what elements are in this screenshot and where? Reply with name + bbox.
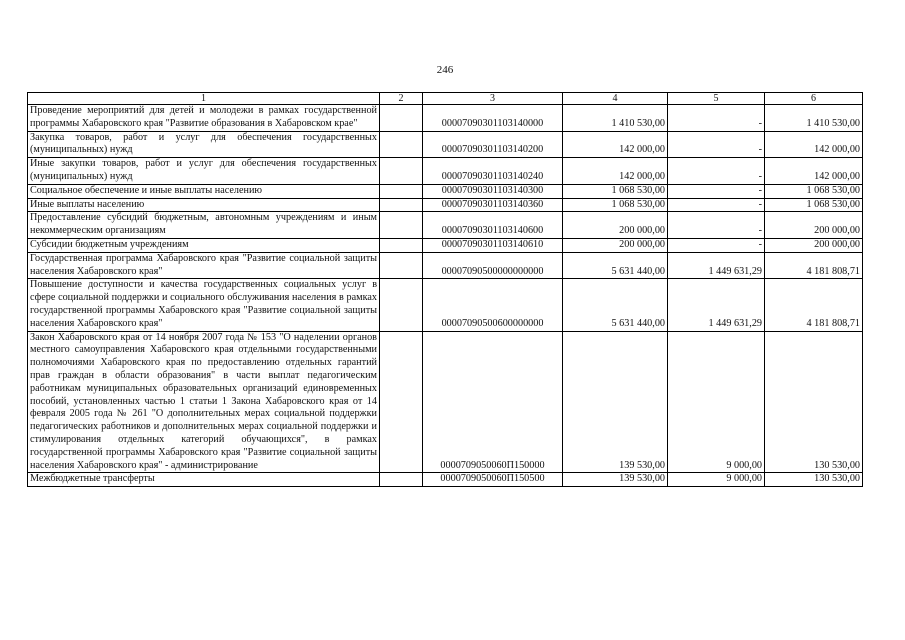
- row-col2: [380, 212, 423, 239]
- row-code: 0000709050060П150500: [423, 473, 563, 487]
- row-col2: [380, 198, 423, 212]
- row-value-6: 130 530,00: [765, 331, 863, 473]
- table-row: [28, 331, 863, 473]
- table-row: [28, 198, 863, 212]
- row-value-4: 142 000,00: [563, 158, 668, 185]
- row-col2: [380, 473, 423, 487]
- row-code: 00007090301103140600: [423, 212, 563, 239]
- row-value-5: -: [668, 105, 765, 132]
- row-value-5: 1 449 631,29: [668, 279, 765, 331]
- row-code: 00007090301103140240: [423, 158, 563, 185]
- row-value-5: 1 449 631,29: [668, 252, 765, 279]
- header-col-4: 4: [563, 93, 668, 105]
- row-value-6: 4 181 808,71: [765, 279, 863, 331]
- row-value-5: -: [668, 184, 765, 198]
- row-code: 0000709050060П150000: [423, 331, 563, 473]
- row-code: 00007090500000000000: [423, 252, 563, 279]
- row-value-6: 142 000,00: [765, 158, 863, 185]
- row-col2: [380, 184, 423, 198]
- row-name: Социальное обеспечение и иные выплаты населению: [28, 184, 380, 198]
- budget-table: [27, 92, 863, 487]
- row-code: 00007090301103140300: [423, 184, 563, 198]
- row-name: Иные выплаты населению: [28, 198, 380, 212]
- row-value-4: 200 000,00: [563, 238, 668, 252]
- row-value-6: 142 000,00: [765, 131, 863, 158]
- header-col-2: 2: [380, 93, 423, 105]
- row-name: Повышение доступности и качества государственных социальных услуг в сфере социальной поддержки и социального обслуживания населения в рамках государственной программы Хабаровского края "Развитие социальной защиты населения Хабаровского края": [28, 279, 380, 331]
- table-header-row: [28, 93, 863, 105]
- header-col-5: 5: [668, 93, 765, 105]
- header-col-3: 3: [423, 93, 563, 105]
- row-value-5: -: [668, 198, 765, 212]
- row-value-6: 4 181 808,71: [765, 252, 863, 279]
- table-row: [28, 212, 863, 239]
- row-value-5: -: [668, 212, 765, 239]
- page-number: 246: [436, 64, 454, 76]
- row-value-4: 5 631 440,00: [563, 252, 668, 279]
- row-col2: [380, 131, 423, 158]
- row-col2: [380, 105, 423, 132]
- row-value-6: 200 000,00: [765, 212, 863, 239]
- row-value-4: 142 000,00: [563, 131, 668, 158]
- row-name: Закон Хабаровского края от 14 ноября 2007 года № 153 "О наделении органов местного самоуправления Хабаровского края отдельными государственными полномочиями Хабаровского края по предоставлению отдельных гарантий прав граждан в области образования" в части выплат педагогическим работникам муниципальных образовательных организаций единовременных пособий, установленных частью 1 статьи 1 Закона Хабаровского края от 14 февраля 2005 года № 261 "О дополнительных мерах социальной поддержки педагогических работников и дополнительных мерах социальной поддержки и стимулирования отдельных категорий обучающихся", в рамках государственной программы Хабаровского края "Развитие социальной защиты населения Хабаровского края" - администрирование: [28, 331, 380, 473]
- table-row: [28, 238, 863, 252]
- table-row: [28, 131, 863, 158]
- row-value-5: -: [668, 238, 765, 252]
- row-name: Предоставление субсидий бюджетным, автономным учреждениям и иным некоммерческим организациям: [28, 212, 380, 239]
- row-name: Закупка товаров, работ и услуг для обеспечения государственных (муниципальных) нужд: [28, 131, 380, 158]
- table-row: [28, 252, 863, 279]
- row-name: Государственная программа Хабаровского края "Развитие социальной защиты населения Хабаровского края": [28, 252, 380, 279]
- row-value-4: 5 631 440,00: [563, 279, 668, 331]
- row-value-4: 1 068 530,00: [563, 184, 668, 198]
- row-value-6: 200 000,00: [765, 238, 863, 252]
- row-code: 00007090500600000000: [423, 279, 563, 331]
- row-value-6: 1 068 530,00: [765, 184, 863, 198]
- row-name: Субсидии бюджетным учреждениям: [28, 238, 380, 252]
- row-value-5: 9 000,00: [668, 331, 765, 473]
- row-value-4: 1 410 530,00: [563, 105, 668, 132]
- row-value-5: -: [668, 158, 765, 185]
- row-value-6: 1 410 530,00: [765, 105, 863, 132]
- row-code: 00007090301103140610: [423, 238, 563, 252]
- row-value-4: 139 530,00: [563, 473, 668, 487]
- table-row: [28, 184, 863, 198]
- table-row: [28, 473, 863, 487]
- row-value-6: 1 068 530,00: [765, 198, 863, 212]
- row-code: 00007090301103140200: [423, 131, 563, 158]
- row-value-6: 130 530,00: [765, 473, 863, 487]
- row-col2: [380, 279, 423, 331]
- table-row: [28, 279, 863, 331]
- row-name: Иные закупки товаров, работ и услуг для обеспечения государственных (муниципальных) нужд: [28, 158, 380, 185]
- header-col-6: 6: [765, 93, 863, 105]
- row-value-5: -: [668, 131, 765, 158]
- row-name: Проведение мероприятий для детей и молодежи в рамках государственной программы Хабаровского края "Развитие образования в Хабаровском крае": [28, 105, 380, 132]
- row-code: 00007090301103140000: [423, 105, 563, 132]
- row-value-4: 139 530,00: [563, 331, 668, 473]
- row-value-4: 200 000,00: [563, 212, 668, 239]
- header-col-1: 1: [28, 93, 380, 105]
- row-col2: [380, 158, 423, 185]
- row-col2: [380, 252, 423, 279]
- row-col2: [380, 331, 423, 473]
- table-row: [28, 105, 863, 132]
- row-value-5: 9 000,00: [668, 473, 765, 487]
- row-col2: [380, 238, 423, 252]
- row-code: 00007090301103140360: [423, 198, 563, 212]
- row-value-4: 1 068 530,00: [563, 198, 668, 212]
- row-name: Межбюджетные трансферты: [28, 473, 380, 487]
- table-row: [28, 158, 863, 185]
